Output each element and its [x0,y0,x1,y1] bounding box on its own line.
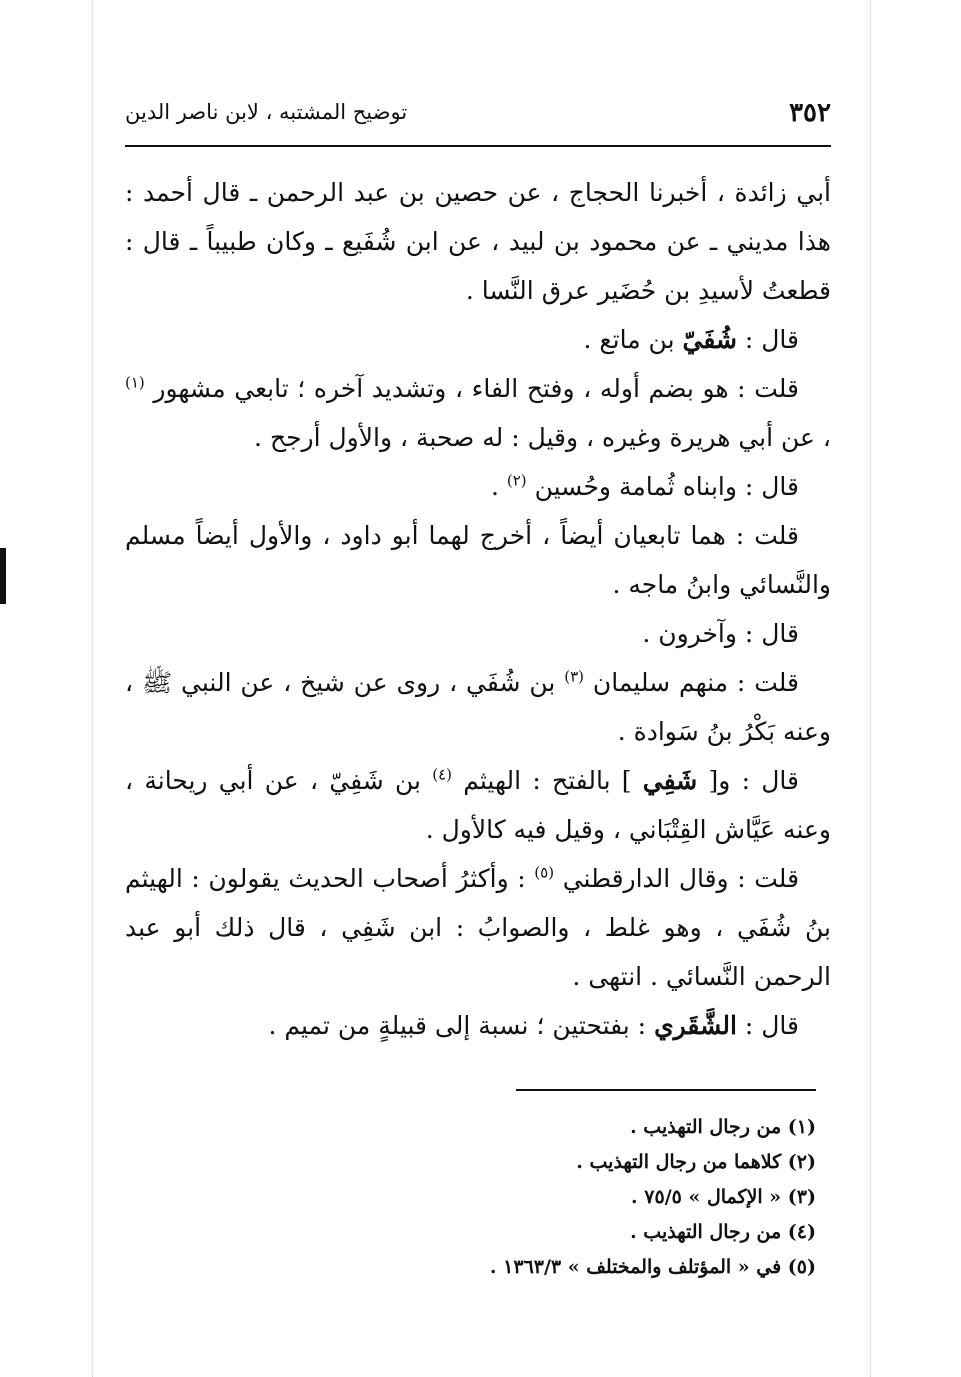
footnote: (٥) في « المؤتلف والمختلف » ١٣٦٣/٣ . [489,1256,816,1278]
paragraph: قال : و[ شَفِي ] بالفتح : الهيثم $^{(٤)}$ بن شَفِيّ ، عن أبي ريحانة ، وعنه عَيَّاش القِتْبَاني ، وقيل فيه كالأول . [125,765,831,844]
footnote-ref: (١) [125,373,145,392]
paragraph: قلت : وقال الدارقطني $^{(٥)}$ : وأكثرُ أصحاب الحديث يقولون : الهيثم بنُ شُفَي ، وهو غلط ، والصوابُ : ابن شَفِي ، قال ذلك أبو عبد الرحمن النَّسائي . انتهى . [125,863,831,991]
footnote-ref: (٣) [564,667,584,686]
scan-margin-mark [0,548,6,604]
footnote-ref: (٤) [432,765,452,784]
scan-guide-line [870,0,871,1377]
paragraph: قال : الشَّقَري : بفتحتين ؛ نسبة إلى قبيلةٍ من تميم . [268,1011,799,1040]
scan-guide-line [92,0,93,1377]
footnote-ref: (٢) [506,471,527,490]
paragraph: قال : شُفَيّ بن ماتع . [583,325,799,354]
paragraph: قال : وآخرون . [642,619,799,648]
main-text [125,168,831,1050]
entry-headword: شُفَيّ [682,325,737,354]
running-title: توضيح المشتبه ، لابن ناصر الدين [125,100,408,124]
paragraph: قلت : هما تابعيان أيضاً ، أخرج لهما أبو داود ، والأول أيضاً مسلم والنَّسائي وابنُ ماجه . [125,521,831,599]
paragraph: أبي زائدة ، أخبرنا الحجاج ، عن حصين بن عبد الرحمن ـ قال أحمد : هذا مديني ـ عن محمود بن لبيد ، عن ابن شُفَيع ـ وكان طبيباً ـ قال : قطعتُ لأسيدِ بن حُضَير عرق النَّسا . [125,178,831,305]
paragraph: قلت : منهم سليمان $^{(٣)}$ بن شُفَي ، روى عن شيخ ، عن النبي ﷺ ، وعنه بَكْرُ بنُ سَوادة . [125,667,831,746]
footnotes [125,1110,816,1285]
entry-headword: الشَّقَري [654,1011,737,1040]
footnote-divider [516,1089,816,1091]
footnote: (٣) « الإكمال » ٧٥/٥ . [631,1186,816,1208]
paragraph: قال : وابناه ثُمامة وحُسين $^{(٢)}$ . [490,471,799,501]
header-divider [125,145,831,147]
footnote: (١) من رجال التهذيب . [630,1116,816,1138]
footnote: (٢) كلاهما من رجال التهذيب . [576,1151,816,1173]
footnote: (٤) من رجال التهذيب . [630,1221,816,1243]
page-header [125,98,831,138]
page-number: ٣٥٢ [789,98,831,128]
paragraph: قلت : هو بضم أوله ، وفتح الفاء ، وتشديد آخره ؛ تابعي مشهور $^{(١)}$ ، عن أبي هريرة وغيره ، وقيل : له صحبة ، والأول أرجح . [125,373,831,452]
entry-headword: شَفِي [642,766,698,795]
footnote-ref: (٥) [534,863,555,882]
